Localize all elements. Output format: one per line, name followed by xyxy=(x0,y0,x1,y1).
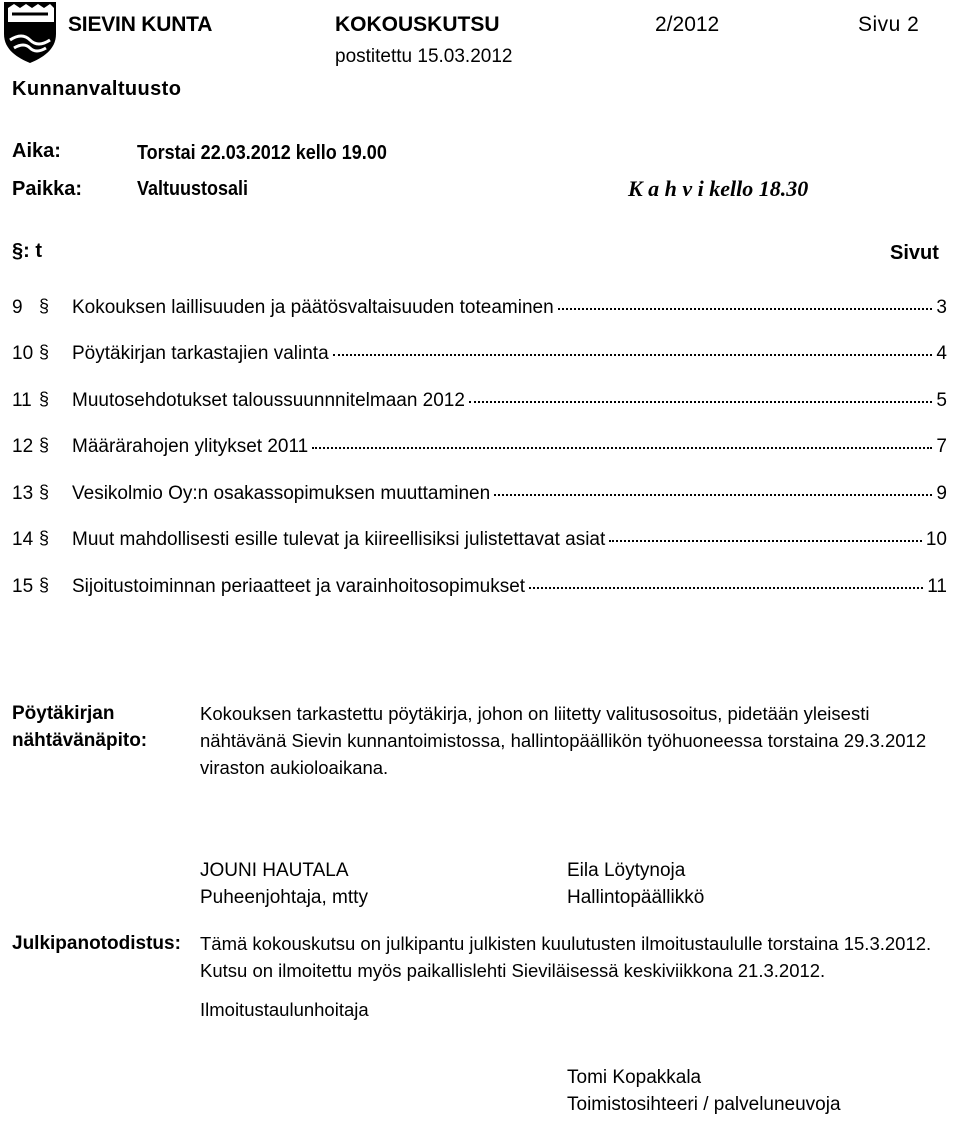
agenda-item: 12 § Määrärahojen ylitykset 2011 7 xyxy=(12,435,947,457)
municipal-crest-logo xyxy=(2,0,58,64)
agenda-item-title: Sijoitustoiminnan periaatteet ja varainhoitosopimukset xyxy=(72,576,526,597)
agenda-item: 14 § Muut mahdollisesti esille tulevat ja kiireellisiksi julistettavat asiat 10 xyxy=(12,528,947,550)
agenda-item-title: Muutosehdotukset taloussuunnnitelmaan 2012 xyxy=(72,390,465,411)
publication-text: Tämä kokouskutsu on julkipantu julkisten kuulutusten ilmoitustaululle torstaina 15.3.2012. Kutsu on ilmoitettu myös paikallislehti Sieviläisessä keskiviikkona 21.3.2012. Ilmoitustaulunhoitaja xyxy=(200,933,932,1020)
publication-label: Julkipanotodistus: xyxy=(12,933,181,954)
agenda-item: 13 § Vesikolmio Oy:n osakassopimuksen muuttaminen 9 xyxy=(12,482,947,504)
posted-date: postitettu 15.03.2012 xyxy=(335,46,513,67)
agenda-item-page: 7 xyxy=(936,436,947,457)
agenda-item-page: 5 xyxy=(936,390,947,411)
pages-heading: Sivut xyxy=(890,242,939,264)
agenda-item-title: Pöytäkirjan tarkastajien valinta xyxy=(72,343,329,364)
notice-board-signer xyxy=(567,1064,841,1118)
section-sign-icon: § xyxy=(39,528,50,548)
agenda-item-page: 10 xyxy=(925,529,947,550)
section-heading: §: t xyxy=(12,240,43,262)
coffee-time: K a h v i kello 18.30 xyxy=(628,176,809,201)
agenda-item-title: Kokouksen laillisuuden ja päätösvaltaisuuden toteaminen xyxy=(72,297,554,318)
section-sign-icon: § xyxy=(39,296,50,316)
section-sign-icon: § xyxy=(12,240,24,262)
agenda-item-title: Vesikolmio Oy:n osakassopimuksen muuttaminen xyxy=(72,483,491,504)
section-sign-icon: § xyxy=(39,435,50,455)
leader-dots xyxy=(312,447,932,449)
section-sign-icon: § xyxy=(39,482,50,502)
chairman-title: Puheenjohtaja, mtty xyxy=(200,887,368,908)
place-label: Paikka: xyxy=(12,178,83,200)
chairman-signature xyxy=(200,857,368,911)
document-type: KOKOUSKUTSU xyxy=(335,13,500,36)
document-number: 2/2012 xyxy=(655,13,720,36)
administrator-name: Eila Löytynoja xyxy=(567,860,686,881)
signer-title: Toimistosihteeri / palveluneuvoja xyxy=(567,1094,841,1115)
page-number: Sivu 2 xyxy=(858,13,920,36)
agenda-item: 9 § Kokouksen laillisuuden ja päätösvaltaisuuden toteaminen 3 xyxy=(12,296,947,318)
administrator-signature xyxy=(567,857,704,911)
agenda-item: 15 § Sijoitustoiminnan periaatteet ja varainhoitosopimukset 11 xyxy=(12,575,947,597)
leader-dots xyxy=(609,540,922,542)
time-value: Torstai 22.03.2012 kello 19.00 xyxy=(137,142,387,164)
time-label: Aika: xyxy=(12,140,61,162)
chairman-name: JOUNI HAUTALA xyxy=(200,860,349,881)
section-sign-icon: § xyxy=(39,389,50,409)
administrator-title: Hallintopäällikkö xyxy=(567,887,705,908)
section-sign-icon: § xyxy=(39,342,50,362)
leader-dots xyxy=(558,308,932,310)
agenda-item-title: Muut mahdollisesti esille tulevat ja kiireellisiksi julistettavat asiat xyxy=(72,529,606,550)
municipality-name: SIEVIN KUNTA xyxy=(68,13,213,36)
leader-dots xyxy=(529,587,923,589)
agenda-item-page: 11 xyxy=(927,576,947,597)
agenda-item-page: 3 xyxy=(936,297,947,318)
section-sign-icon: § xyxy=(39,575,50,595)
leader-dots xyxy=(494,494,932,496)
agenda-item: 10 § Pöytäkirjan tarkastajien valinta 4 xyxy=(12,342,947,364)
agenda-item-page: 9 xyxy=(936,483,947,504)
council-name: Kunnanvaltuusto xyxy=(12,78,182,100)
leader-dots xyxy=(333,354,932,356)
minutes-text: Kokouksen tarkastettu pöytäkirja, johon on liitetty valitusosoitus, pidetään yleisesti nähtävänä Sievin kunnantoimistossa, hallintopäällikön työhuoneessa torstaina 29.3.2012 viraston aukioloaikana. xyxy=(200,703,927,778)
agenda-item-title: Määrärahojen ylitykset 2011 xyxy=(72,436,309,457)
minutes-label: Pöytäkirjan nähtävänäpito: xyxy=(12,703,148,751)
agenda-item: 11 § Muutosehdotukset taloussuunnnitelmaan 2012 5 xyxy=(12,389,947,411)
signer-name: Tomi Kopakkala xyxy=(567,1067,702,1088)
place-value: Valtuustosali xyxy=(137,178,249,200)
leader-dots xyxy=(469,401,932,403)
agenda-item-page: 4 xyxy=(936,343,947,364)
